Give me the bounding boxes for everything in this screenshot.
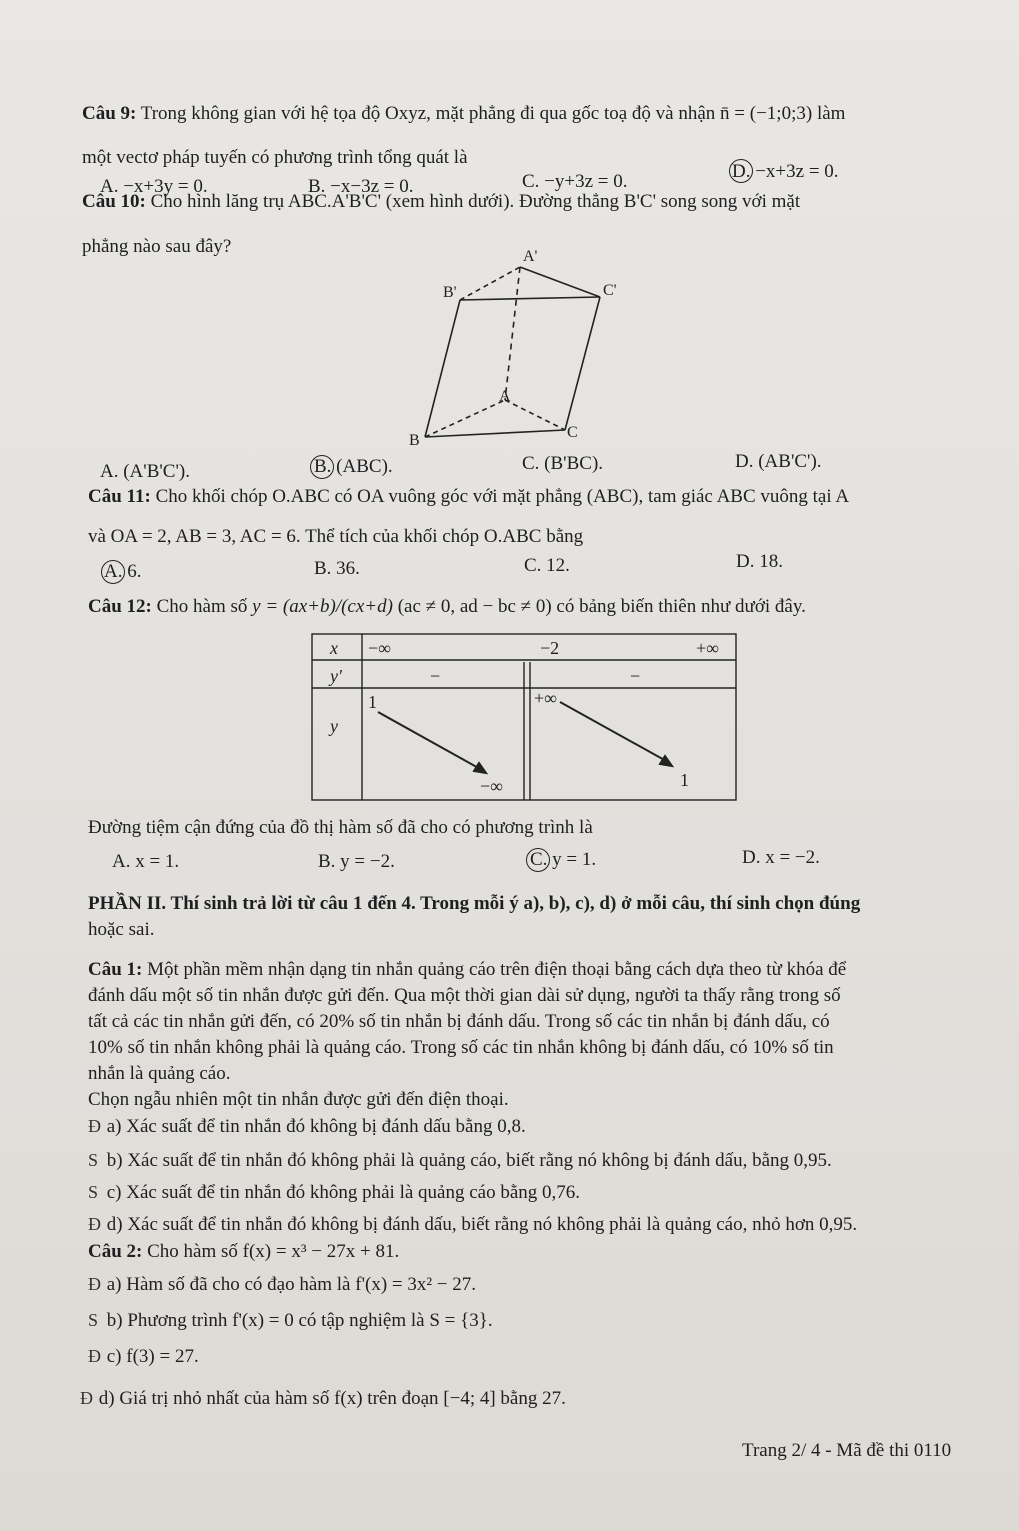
q12-option-d[interactable]: D. x = −2. (742, 847, 820, 868)
p2-item-a[interactable] (88, 1272, 476, 1297)
q9-option-c[interactable]: C. −y+3z = 0. (522, 171, 628, 192)
p2-item-d-mark: Đ (80, 1388, 93, 1408)
table-y-label: y (330, 716, 338, 736)
table-y-right-end: 1 (680, 770, 689, 790)
p1-line4: 10% số tin nhắn không phải là quảng cáo. Trong số các tin nhắn không bị đánh dấu, có 10% số tin (88, 1037, 834, 1058)
edge-aa1 (505, 267, 520, 400)
q10-option-b[interactable]: B. (ABC). (314, 456, 393, 477)
p2-item-c-text: c) f(3) = 27. (106, 1346, 199, 1367)
p2-item-d-text: d) Giá trị nhỏ nhất của hàm số f(x) trên đoạn [−4; 4] bằng 27. (98, 1388, 566, 1409)
q11-option-a[interactable]: A. 6. (104, 561, 142, 582)
edge-b1a1 (460, 267, 520, 300)
p1-item-d-text: d) Xác suất để tin nhắn đó không bị đánh dấu, biết rằng nó không phải là quảng cáo, nhỏ hơn 0,95. (106, 1214, 858, 1235)
table-y-right-start: +∞ (534, 688, 557, 708)
q9-text1: Trong không gian với hệ tọa độ Oxyz, mặt phẳng đi qua gốc toạ độ và nhận n̄ = (−1;0;3) làm (140, 103, 846, 124)
q12-question: Đường tiệm cận đứng của đồ thị hàm số đã cho có phương trình là (88, 817, 593, 838)
p1-item-b-text: b) Xác suất để tin nhắn đó không phải là quảng cáo, biết rằng nó không bị đánh dấu, bằng 0,95. (106, 1150, 832, 1171)
label-c: C (567, 424, 578, 441)
q12-option-b[interactable]: B. y = −2. (318, 851, 395, 872)
q10-label: Câu 10: (82, 191, 146, 212)
table-x-neg-inf: −∞ (368, 638, 391, 658)
q10-text1: Cho hình lăng trụ ABC.A'B'C' (xem hình dưới). Đường thẳng B'C' song song với mặt (150, 191, 801, 212)
arrow-decrease-2 (560, 702, 668, 762)
table-y-left-end: −∞ (480, 776, 503, 796)
p1-item-a[interactable] (88, 1114, 526, 1139)
q11-option-d[interactable]: D. 18. (736, 551, 783, 572)
p2-item-a-text: a) Hàm số đã cho có đạo hàm là f'(x) = 3x² − 27. (106, 1274, 477, 1295)
q11-option-c[interactable]: C. 12. (524, 555, 570, 576)
q11-line1 (88, 485, 849, 509)
table-yp-sign2: − (630, 666, 641, 686)
q12-text-before: Cho hàm số (156, 596, 248, 617)
arrow-head-1 (474, 763, 486, 773)
p2-item-c-mark: Đ (88, 1346, 101, 1366)
p1-line2: đánh dấu một số tin nhắn được gửi đến. Qua một thời gian dài sử dụng, người ta thấy rằng trong số (88, 985, 841, 1006)
page-footer: Trang 2/ 4 - Mã đề thi 0110 (742, 1440, 952, 1461)
table-y-left-start: 1 (368, 692, 377, 712)
p1-line5: nhắn là quảng cáo. (88, 1063, 231, 1084)
part2-line1 (88, 892, 860, 916)
q11-option-b[interactable]: B. 36. (314, 558, 360, 579)
edge-a1c1 (520, 267, 600, 297)
q12-formula: y = (ax+b)/(cx+d) (252, 596, 393, 617)
q9-selected-circle (729, 159, 753, 183)
p2-item-b-mark: S (88, 1310, 99, 1330)
q9-option-d[interactable]: D. −x+3z = 0. (732, 161, 839, 182)
p2-item-d[interactable] (80, 1386, 566, 1411)
p1-line6: Chọn ngẫu nhiên một tin nhắn được gửi đến điện thoại. (88, 1089, 509, 1110)
q12-label: Câu 12: (88, 596, 152, 617)
p2-item-a-mark: Đ (88, 1274, 101, 1294)
q11-selected-circle (101, 560, 125, 584)
part2-text1: Thí sinh trả lời từ câu 1 đến 4. Trong mỗi ý a), b), c), d) ở mỗi câu, thí sinh chọn đúng (170, 893, 861, 914)
q10-selected-circle (310, 455, 334, 479)
q9-line1 (82, 102, 845, 126)
p2-label: Câu 2: (88, 1241, 143, 1262)
part2-heading: PHẦN II. (88, 893, 167, 914)
p1-item-d[interactable] (88, 1212, 857, 1237)
q9-option-a[interactable]: A. −x+3y = 0. (100, 176, 208, 197)
q10-line1 (82, 190, 800, 214)
p2-item-b-text: b) Phương trình f'(x) = 0 có tập nghiệm là S = {3}. (106, 1310, 493, 1331)
p1-item-a-mark: Đ (88, 1116, 101, 1136)
edge-cc1 (565, 297, 600, 430)
p2-item-c[interactable] (88, 1344, 199, 1369)
q10-option-d[interactable]: D. (AB'C'). (735, 451, 822, 472)
p1-line1 (88, 958, 846, 982)
q12-selected-circle (526, 848, 550, 872)
q12-text-after: (ac ≠ 0, ad − bc ≠ 0) có bảng biến thiên như dưới đây. (397, 596, 806, 617)
q10-option-a[interactable]: A. (A'B'C'). (100, 461, 190, 482)
p1-item-c-text: c) Xác suất để tin nhắn đó không phải là quảng cáo bằng 0,76. (106, 1182, 581, 1203)
label-b1: B' (443, 284, 457, 301)
q9-label: Câu 9: (82, 103, 137, 124)
q11-label: Câu 11: (88, 486, 151, 507)
label-b: B (409, 432, 420, 449)
p1-item-a-text: a) Xác suất để tin nhắn đó không bị đánh dấu bằng 0,8. (106, 1116, 526, 1137)
edge-bb1 (425, 300, 460, 437)
q11-text1: Cho khối chóp O.ABC có OA vuông góc với mặt phẳng (ABC), tam giác ABC vuông tại A (155, 486, 850, 507)
table-yp-label: y' (330, 666, 342, 686)
edge-ac (505, 400, 565, 430)
label-a1: A' (523, 248, 538, 265)
table-x-label: x (330, 638, 338, 658)
p2-item-b[interactable] (88, 1308, 493, 1333)
p1-item-b[interactable] (88, 1148, 832, 1173)
edge-bc (425, 430, 565, 437)
q11-line2: và OA = 2, AB = 3, AC = 6. Thể tích của khối chóp O.ABC bằng (88, 526, 584, 547)
table-x-pos-inf: +∞ (696, 638, 719, 658)
edge-ab (425, 400, 505, 437)
q10-option-c[interactable]: C. (B'BC). (522, 453, 604, 474)
p1-line3: tất cả các tin nhắn gửi đến, có 20% số tin nhắn bị đánh dấu. Trong số các tin nhắn bị đánh dấu, có (88, 1011, 830, 1032)
prism-figure (395, 245, 635, 455)
table-x-minus2: −2 (540, 638, 560, 658)
label-c1: C' (603, 282, 617, 299)
edge-b1c1 (460, 297, 600, 300)
q9-option-b[interactable]: B. −x−3z = 0. (308, 176, 414, 197)
variation-table (310, 632, 740, 804)
q9-line2: một vectơ pháp tuyến có phương trình tổng quát là (82, 147, 468, 168)
arrow-decrease-1 (378, 712, 482, 770)
p2-line1 (88, 1240, 399, 1264)
q12-line1 (88, 595, 806, 619)
p2-text: Cho hàm số f(x) = x³ − 27x + 81. (147, 1241, 400, 1262)
label-a: A (499, 388, 511, 405)
q12-option-c[interactable]: C. y = 1. (530, 849, 597, 870)
p1-item-c[interactable] (88, 1180, 580, 1205)
p1-item-d-mark: Đ (88, 1214, 101, 1234)
p1-label: Câu 1: (88, 959, 143, 980)
q10-line2: phẳng nào sau đây? (82, 236, 232, 257)
q12-option-a[interactable]: A. x = 1. (112, 851, 180, 872)
p1-item-c-mark: S (88, 1182, 99, 1202)
p1-item-b-mark: S (88, 1150, 99, 1170)
p1-text1: Một phần mềm nhận dạng tin nhắn quảng cáo trên điện thoại bằng cách dựa theo từ khóa để (147, 959, 847, 980)
table-yp-sign1: − (430, 666, 441, 686)
part2-line2: hoặc sai. (88, 919, 155, 940)
